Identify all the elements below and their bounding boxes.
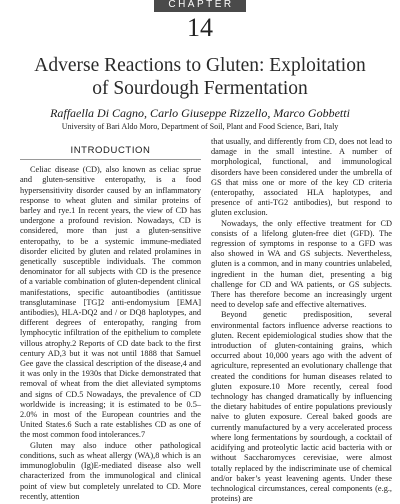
paragraph: Nowadays, the only effective treatment for CD consists of a lifelong gluten-free diet (GFD). The regression of symptoms in response to a GFD was also showed in WA and GS subjects. Nevertheless, gluten is a common, and in many countries unlabeled, ingredient in the human diet, presenting a big challenge for CD and WA patients, or GS subjects. There has therefore become an increasingly urgent need to develop safe and effective alternatives. xyxy=(211,218,392,310)
paragraph: Gluten may also induce other pathological conditions, such as wheat allergy (WA),8 which is an immunoglobulin (Ig)E-mediated disease also well characterized from the immunological and clinical point of view but completely unrelated to CD. More recently, attention xyxy=(20,440,201,501)
paragraph: that usually, and differently from CD, does not lead to damage in the small intestine. A number of morphological, functional, and immunological disorders have been considered under the umbrella of GS that miss one or more of the key CD criteria (enteropathy, associated HLA haplotypes, and presence of anti-TG2 antibodies), but respond to gluten exclusion. xyxy=(211,137,392,218)
paragraph: Celiac disease (CD), also known as celiac sprue and gluten-sensitive enteropathy, is a food hypersensitivity disorder caused by an inflammatory response to wheat gluten and similar proteins of barley and rye.1 In recent years, the view of CD has undergone a profound revision. Nowadays, CD is considered, more than just a gluten-sensitive enteropathy, to be a systemic immune-mediated disorder elicited by gluten and related prolamines in genetically susceptible individuals. The common denominator for all subjects with CD is the presence of a variable combination of gluten-dependent clinical manifestations, specific autoantibodies (antitissue transglutaminase [TG]2 anti-endomysium [EMA] antibodies), HLA-DQ2 and / or DQ8 haplotypes, and different degrees of enteropathy, ranging from lymphocytic infiltration of the epithelium to complete villous atrophy.2 Reports of CD date back to the first century AD,3 but it was not until 1888 that Samuel Gee gave the classical description of the disease,4 and it was only in the 1930s that Dicke demonstrated that removal of wheat from the diet alleviated symptoms and signs of CD.5 Nowadays, the prevalence of CD worldwide is increasing; it is estimated to be 0.5–2.0% in most of the European countries and the United States.6 Such a rate establishes CD as one of the most common food intolerances.7 xyxy=(20,165,201,440)
chapter-banner xyxy=(0,0,400,13)
chapter-title-line1: Adverse Reactions to Gluten: Exploitation xyxy=(34,55,366,76)
authors: Raffaella Di Cagno, Carlo Giuseppe Rizzello, Marco Gobbetti xyxy=(50,106,350,120)
left-column xyxy=(20,146,201,502)
right-column xyxy=(211,137,392,504)
affiliation: University of Bari Aldo Moro, Department of Soil, Plant and Food Science, Bari, Italy xyxy=(61,122,339,131)
chapter-number: 14 xyxy=(187,13,213,42)
chapter-title xyxy=(0,54,400,100)
chapter-label: CHAPTER xyxy=(0,0,400,10)
chapter-title-line2: of Sourdough Fermentation xyxy=(92,78,308,99)
paragraph: Beyond genetic predisposition, several environmental factors influence adverse reactions to gluten. Recent epidemiological studies show that the introduction of gluten-containing grains, which occurred about 10,000 years ago with the advent of agriculture, represented an evolutionary challenge that created the conditions for human diseases related to gluten exposure.10 More recently, cereal food technology has changed dramatically by influencing the dietary habitudes of entire populations previously naïve to gluten exposure. Cereal baked goods are currently manufactured by a very accelerated process where long fermentations by sourdough, a cocktail of acidifying and proteolytic lactic acid bacteria with or without Saccharomyces cerevisiae, were almost totally replaced by the indiscriminate use of chemical and/or baker’s yeast leavening agents. Under these technological circumstances, cereal components (e.g., proteins) are xyxy=(211,310,392,504)
section-heading: INTRODUCTION xyxy=(20,146,201,160)
